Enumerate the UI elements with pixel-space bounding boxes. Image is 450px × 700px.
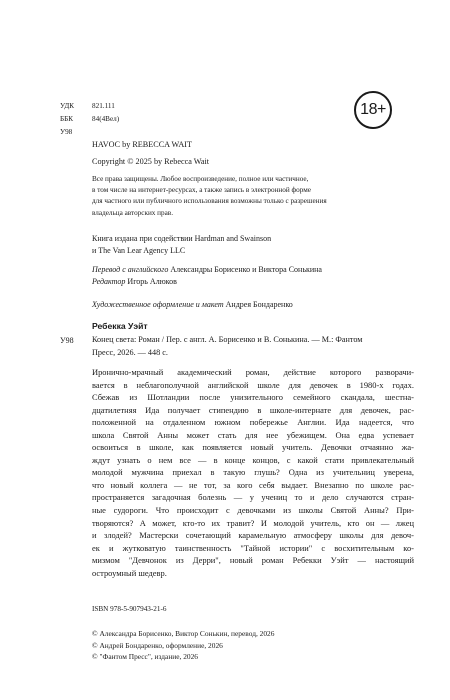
annotation-line: мизмом "Девчонок из Дерри", новый роман Ребекки Уэйт — настоящий (92, 555, 414, 566)
author-code: У98 (60, 336, 74, 345)
design-credits (92, 299, 412, 311)
editor-name: Игорь Алюков (125, 277, 177, 287)
annotation-line: вается в неблагополучной английской школе для девочек в 1980-х годах. (92, 379, 414, 390)
translation-credits (92, 264, 412, 289)
annotation-line: освоиться в школе, как появляется новый учитель. Девочки отчаянно жа- (92, 442, 414, 453)
original-title: HAVOC by REBECCA WAIT (92, 140, 193, 149)
author-code-label: У98 (60, 128, 73, 136)
annotation-line: Иронично-мрачный академический роман, действие которого разворачи- (92, 367, 414, 377)
agency-line: и The Van Lear Agency LLC (92, 246, 186, 256)
design-prefix: Художественное оформление и макет (92, 300, 224, 309)
annotation-line: и злодей? Мастерски сочетающий карамельную атмосферу школы для девоч- (92, 530, 414, 541)
editor-line (92, 276, 412, 288)
annotation-line: ные судороги. Что происходит с девочками из школы Святой Анны? При- (92, 505, 414, 516)
copyright-notices (92, 628, 274, 663)
agency-line: Книга издана при содействии Hardman and Swainson (92, 234, 272, 243)
copyright-notice: © Александра Борисенко, Виктор Сонькин, перевод, 2026 (92, 629, 275, 638)
udk-label: УДК (60, 102, 75, 110)
catalog-labels (60, 100, 74, 139)
rights-line: в том числе на интернет-ресурсах, а также запись в электронной форме (92, 186, 311, 195)
isbn: ISBN 978-5-907943-21-6 (92, 605, 167, 613)
bibliographic-record (92, 334, 414, 359)
annotation-line: школа Святой Анны может стать для нее убежищем. Она едва успевает (92, 429, 414, 440)
designer-line (92, 299, 412, 311)
translators-line (92, 264, 412, 276)
bibliographic-line: Конец света: Роман / Пер. с англ. А. Борисенко и В. Сонькина. — М.: Фантом (92, 335, 363, 344)
designer-name: Андрея Бондаренко (223, 300, 293, 309)
copyright-notice: © "Фантом Пресс", издание, 2026 (92, 652, 198, 662)
rights-line: владельца авторских прав. (92, 208, 173, 217)
catalog-values (92, 100, 119, 126)
rights-line: Все права защищены. Любое воспроизведение, полное или частичное, (92, 175, 309, 183)
bbk-label: ББК (60, 115, 74, 123)
rights-line: для частного или публичного использования возможны только с разрешения (92, 197, 327, 206)
annotation-line: что новый коллега — не тот, за кого себя выдает. Внезапно по школе рас- (92, 479, 414, 490)
annotation-line: положенной на отдаленном южном побережье Англии. Ида надеется, что (92, 417, 414, 428)
annotation-line: дцатилетняя Ида получает стипендию в школе-интернате для девочек, рас- (92, 404, 414, 415)
annotation-line: пространяется загадочная болезнь — у учениц то и дело случаются стран- (92, 492, 414, 503)
annotation-line: молодой мужчина приехал в такую глушь? Одна из учительниц уверена, (92, 467, 414, 478)
book-author: Ребекка Уэйт (92, 321, 148, 331)
bbk-value: 84(4Вел) (92, 115, 120, 123)
udk-value: 821.111 (92, 102, 115, 110)
editor-prefix: Редактор (92, 277, 126, 287)
rights-notice (92, 174, 412, 219)
copyright-notice: © Андрей Бондаренко, оформление, 2026 (92, 640, 223, 650)
annotation (92, 366, 414, 579)
annotation-line: творяются? А может, кто-то их травит? И молодой учитель, кто он — лжец (92, 517, 414, 528)
translators-names: Александры Борисенко и Виктора Сонькина (168, 265, 322, 274)
annotation-line: Сбежав из Шотландии после унизительного семейного скандала, шестна- (92, 392, 414, 403)
annotation-line: ждут узнать о нем все — в конце концов, с какой стати привлекательный (92, 454, 414, 465)
annotation-line: ек и жутковатую таинственность "Тайной истории" с восхитительным ко- (92, 542, 414, 553)
translation-prefix: Перевод с английского (92, 265, 169, 274)
annotation-line: остроумный шедевр. (92, 567, 167, 578)
bibliographic-line: Пресс, 2026. — 448 с. (92, 347, 168, 357)
age-rating-badge: 18+ (354, 91, 392, 129)
original-copyright: Copyright © 2025 by Rebecca Wait (92, 157, 210, 166)
agency-notice (92, 233, 412, 257)
